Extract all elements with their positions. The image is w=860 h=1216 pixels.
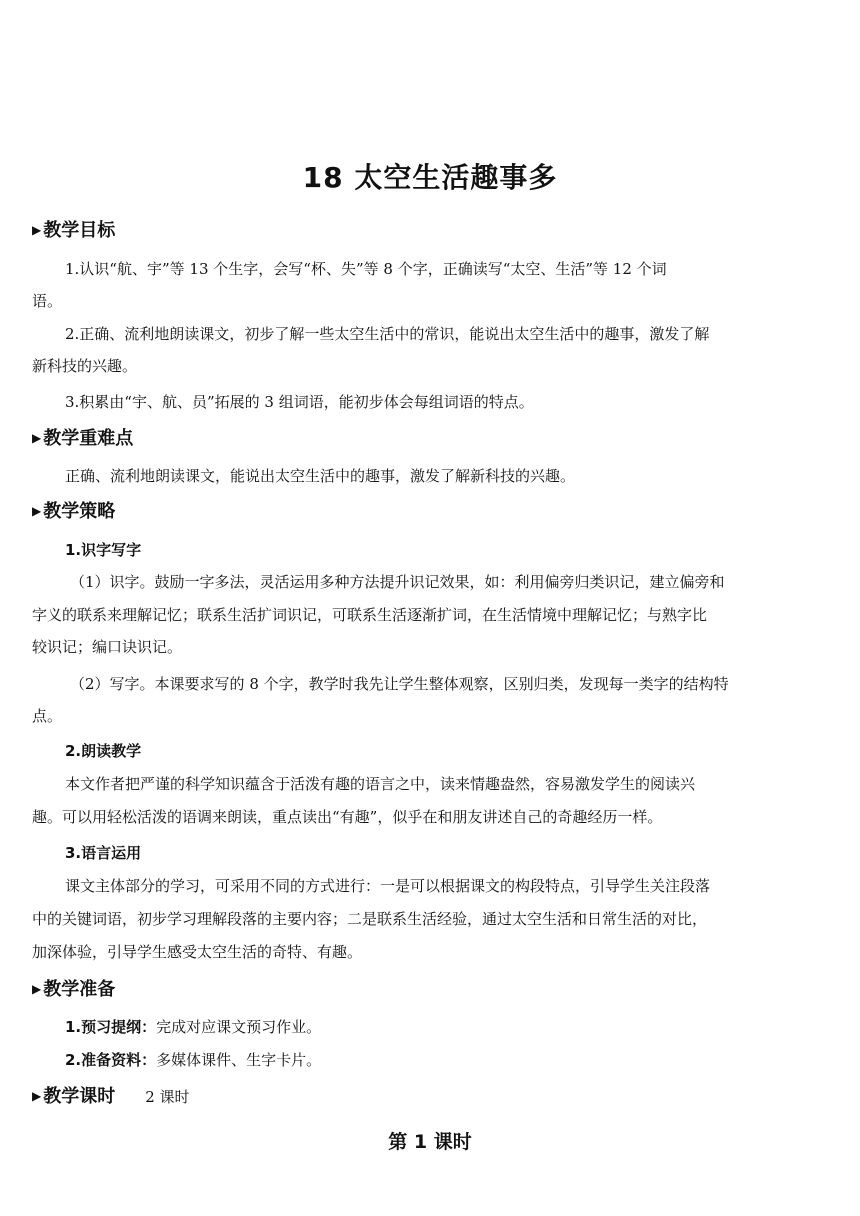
- section-heading-preparation: ▶ 教学准备: [32, 979, 116, 1000]
- bullet-arrow-icon: ▶: [32, 982, 42, 996]
- hours-value: 2 课时: [145, 1088, 190, 1106]
- bullet-arrow-icon: ▶: [32, 1089, 42, 1103]
- goals-line: 3.积累由“宇、航、员”拓展的 3 组词语，能初步体会每组词语的特点。: [65, 393, 534, 411]
- goals-line: 1.认识“航、宇”等 13 个生字，会写“杯、失”等 8 个字，正确读写“太空、生活”等 12 个词: [65, 260, 667, 278]
- section-heading-goals: ▶ 教学目标: [32, 220, 116, 241]
- section-heading-strategy: ▶ 教学策略: [32, 501, 116, 522]
- section-heading-hours: ▶ 教学课时 2 课时: [32, 1086, 190, 1107]
- goals-line: 语。: [32, 292, 63, 310]
- strategy-subheading-reading: 2.朗读教学: [65, 742, 142, 760]
- bullet-arrow-icon: ▶: [32, 504, 42, 518]
- strategy-line: （1）识字。鼓励一字多法，灵活运用多种方法提升识记效果，如：利用偏旁归类识记，建立偏旁和: [70, 573, 725, 591]
- strategy-line: 字义的联系来理解记忆；联系生活扩词识记，可联系生活逐渐扩词，在生活情境中理解记忆；与熟字比: [32, 606, 708, 624]
- preparation-item: 1.预习提纲：完成对应课文预习作业。: [65, 1018, 322, 1036]
- strategy-line: 本文作者把严谨的科学知识蕴含于活泼有趣的语言之中，读来情趣盎然，容易激发学生的阅读兴: [65, 775, 696, 793]
- goals-line: 2.正确、流利地朗读课文，初步了解一些太空生活中的常识，能说出太空生活中的趣事，激发了解: [65, 325, 710, 343]
- strategy-line: 中的关键词语，初步学习理解段落的主要内容；二是联系生活经验，通过太空生活和日常生活的对比，: [32, 910, 708, 928]
- strategy-subheading-literacy: 1.识字写字: [65, 541, 142, 559]
- bullet-arrow-icon: ▶: [32, 223, 42, 237]
- goals-line: 新科技的兴趣。: [32, 357, 138, 375]
- strategy-line: （2）写字。本课要求写的 8 个字，教学时我先让学生整体观察，区别归类，发现每一类字的结构特: [70, 675, 729, 693]
- section-heading-key-points: ▶ 教学重难点: [32, 428, 134, 449]
- page-title: 18 太空生活趣事多: [302, 161, 558, 194]
- strategy-line: 较识记；编口诀识记。: [32, 638, 183, 656]
- strategy-line: 加深体验，引导学生感受太空生活的奇特、有趣。: [32, 943, 363, 961]
- strategy-subheading-language: 3.语言运用: [65, 844, 142, 862]
- preparation-item: 2.准备资料：多媒体课件、生字卡片。: [65, 1051, 322, 1069]
- lesson-title: 第 1 课时: [388, 1131, 472, 1153]
- key-points-line: 正确、流利地朗读课文，能说出太空生活中的趣事，激发了解新科技的兴趣。: [65, 467, 576, 485]
- strategy-line: 课文主体部分的学习，可采用不同的方式进行：一是可以根据课文的构段特点，引导学生关注段落: [65, 877, 711, 895]
- strategy-line: 点。: [32, 707, 63, 725]
- bullet-arrow-icon: ▶: [32, 431, 42, 445]
- strategy-line: 趣。可以用轻松活泼的语调来朗读，重点读出“有趣”，似乎在和朋友讲述自己的奇趣经历一样。: [32, 808, 663, 826]
